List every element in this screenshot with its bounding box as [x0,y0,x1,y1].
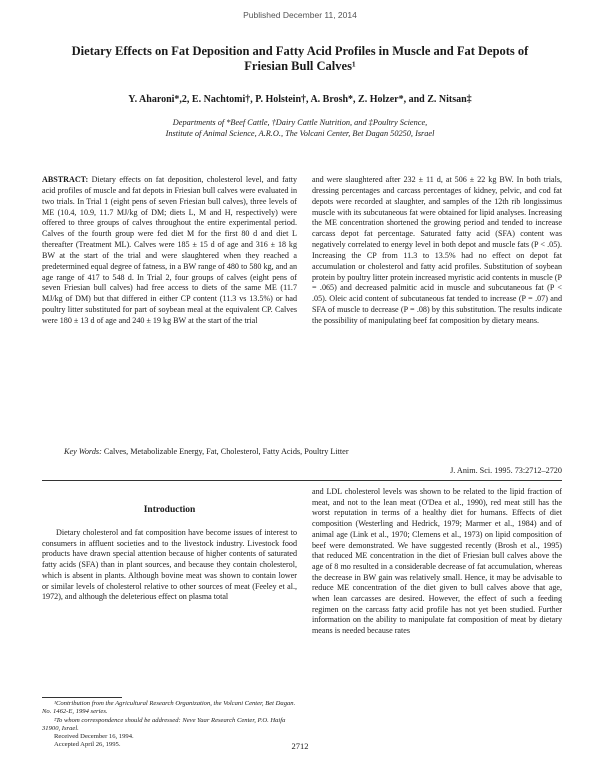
abstract-right-column: and were slaughtered after 232 ± 11 d, at 506 ± 22 kg BW. In both trials, dressing percentages and carcass percentages of kidney, pelvic, and cod fat depots were recorded at slaughter, and samples of the 12th rib longissimus muscle with its subcutaneous fat were obtained for lipid analyses. Increasing the ME concentration shortened the growing period and tended to increase carcass depot fat percentage. Saturated fatty acid (SFA) content was negatively correlated to energy level in both depot and muscle fats (P < .05). Increasing the CP from 11.3 to 13.5% had no effect on depot fat accumulation or cholesterol and fatty acid profiles. Substitution of soybean protein by poultry litter protein increased myristic acid contents in muscle (P = .065) and decreased palmitic acid in muscle and subcutaneous fat (P < .05). Oleic acid content of subcutaneous fat tended to increase (P = .07) and SFA of muscle to decrease (P = .08) by this substitution. The results indicate the possibility of manipulating beef fat composition by dietary means. [312,175,562,325]
introduction-left-column: Dietary cholesterol and fat composition have become issues of interest to consumers in affluent societies and to the livestock industry. Livestock food products have drawn special attention because of higher contents of saturated fatty acids (SFA) than in plant sources, and because they contain cholesterol, which is absent in plants. Although bovine meat was shown to contain lower or similar levels of cholesterol relative to other sources of meat (Feeley et al., 1972), and although the deleterious effect on plasma total [42,528,297,602]
footnote-1: ¹Contribution from the Agricultural Research Organization, the Volcani Center, Bet Dagan. No. 1462-E, 1994 series. [42,700,296,716]
page-number: 2712 [291,741,309,751]
published-stamp: Published December 11, 2014 [243,10,357,20]
accepted-date: Accepted April 26, 1995. [54,741,121,749]
received-date: Received December 16, 1994. [54,733,134,741]
affiliation-institute: Institute of Animal Science, A.R.O., The Volcani Center, Bet Dagan 50250, Israel [165,129,435,138]
key-words [64,447,564,456]
section-divider [42,480,562,481]
introduction-heading: Introduction [143,505,196,515]
author-list: Y. Aharoni*,2, E. Nachtomi†, P. Holstein†, A. Brosh*, Z. Holzer*, and Z. Nitsan‡ [128,94,472,105]
journal-citation: J. Anim. Sci. 1995. 73:2712–2720 [450,466,562,475]
key-words-text: Calves, Metabolizable Energy, Fat, Cholesterol, Fatty Acids, Poultry Litter [103,447,349,456]
introduction-right-column: and LDL cholesterol levels was shown to be related to the lipid fraction of meat, and not to the lean meat (O'Dea et al., 1990), red meat still has the worst reputation in terms of a healthy diet for humans. Effects of diet composition (Westerling and Hedrick, 1979; Marmer et al., 1984) and of animal age (Link et al., 1970; Clemens et al., 1973) on lipid composition of beef were demonstrated. We have suggested recently (Brosh et al., 1995) that reduced ME concentration in the diet of Friesian bull calves above the age of 8 mo resulted in a considerable decrease of fat accumulation, whereas the decrease in BW gain was relatively small. Hence, it may be advisable to reduce ME concentration of the diet given to bull calves above that age, when lean carcasses are desired. However, the effect of such a feeding regimen on the carcass fatty acid profile has not yet been studied. Further information on the ability to manipulate fat composition of meat by dietary means is needed because rates [312,487,562,636]
abstract-text-left: Dietary effects on fat deposition, cholesterol level, and fatty acid profiles of muscle and fat depots in Friesian bull calves were evaluated in two trials. In Trial 1 (eight pens of seven Friesian bull calves), three levels of ME (10.4, 10.9, 11.7 MJ/kg of DM; diets L, M and H, respectively) were offered to three groups of calves throughout the entire experimental period. Calves of the fourth group were fed diet M for the first 80 d and diet L thereafter (Treatment ML). Calves were 185 ± 15 d of age and 316 ± 18 kg BW at the start of the trial and were slaughtered when they reached a predetermined equal degree of fatness, in a BW range of 480 to 580 kg, and an age range of 417 to 548 d. In Trial 2, four groups of calves (eight pens of seven Friesian bull calves) had free access to diets of the same ME (11.7 MJ/kg of DM) but that differed in either CP content (11.3 vs 13.5%) or had poultry litter substituted for part of soybean meal at the equivalent CP. Calves were 180 ± 13 d of age and 240 ± 19 kg BW at the start of the trial [42,175,297,325]
abstract-label: ABSTRACT: [42,175,89,184]
affiliations [40,117,560,139]
footnote-rule [42,697,122,698]
paper-title: Dietary Effects on Fat Deposition and Fatty Acid Profiles in Muscle and Fat Depots of Friesian Bull Calves¹ [71,44,529,73]
footnote-2: ²To whom correspondence should be addressed: Neve Yaar Research Center, P.O. Haifa 31900, Israel. [42,716,286,732]
abstract-left-column [42,175,297,327]
affiliation-departments: Departments of *Beef Cattle, †Dairy Cattle Nutrition, and ‡Poultry Science, [172,118,428,127]
key-words-label: Key Words: [64,447,102,456]
